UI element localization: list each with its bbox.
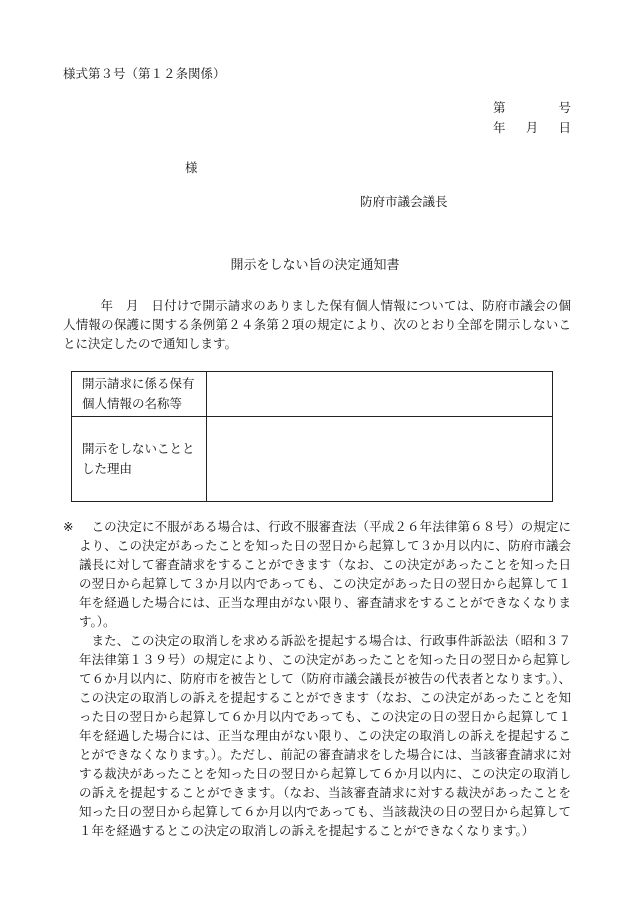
document-title: 開示をしない旨の決定通知書 (230, 258, 400, 273)
date-day: 日 (558, 120, 571, 135)
table-label-reason: 開示をしないこととした理由 (72, 417, 207, 502)
date-month: 月 (525, 120, 539, 135)
date-year: 年 (493, 120, 506, 135)
table-row (72, 417, 553, 502)
table-row (72, 372, 553, 417)
note-body (79, 517, 571, 840)
form-number: 様式第３号（第１２条関係） (63, 66, 226, 81)
note-paragraph-appeal: この決定に不服がある場合は、行政不服審査法（平成２６年法律第６８号）の規定により、この決定があったことを知った日の翌日から起算して３か月以内に、防府市議会議長に対して審査請求をすることができます（なお、この決定があったことを知った日の翌日から起算して３か月以内であっても、この決定があった日の翌日から起算して１年を経過した場合には、正当な理由がない限り、審査請求をすることができなくなります。）。 (79, 519, 571, 629)
date-line (493, 118, 571, 137)
sender: 防府市議会議長 (360, 194, 448, 209)
intro-text: 年 月 日付けで開示請求のありました保有個人情報については、防府市議会の個人情報の保護に関する条例第２４条第２項の規定により、次のとおり全部を開示しないことに決定したので通知します。 (63, 298, 571, 351)
reference-number-line (493, 98, 571, 117)
ref-number-prefix: 第 (493, 100, 506, 115)
note-mark: ※ (63, 519, 74, 534)
notes-section (63, 517, 571, 840)
info-table (71, 371, 553, 502)
note (63, 517, 571, 840)
note-paragraph-lawsuit: また、この決定の取消しを求める訴訟を提起する場合は、行政事件訴訟法（昭和３７年法律第１３９号）の規定により、この決定があったことを知った日の翌日から起算して６か月以内に、防府市を被告として（防府市議会議長が被告の代表者となります。）、この決定の取消しの訴えを提起することができます（なお、この決定があったことを知った日の翌日から起算して６か月以内であっても、この決定の日の翌日から起算して１年を経過した場合には、正当な理由がない限り、この決定の取消しの訴えを提起することができなくなります。）。ただし、前記の審査請求をした場合には、当該審査請求に対する裁決があったことを知った日の翌日から起算して６か月以内に、この決定の取消しの訴えを提起することができます。（なお、当該審査請求に対する裁決があったことを知った日の翌日から起算して６か月以内であっても、当該裁決の日の翌日から起算して１年を経過するとこの決定の取消しの訴えを提起することができなくなります。） (79, 633, 571, 838)
intro-paragraph (63, 296, 571, 353)
table-value-reason (207, 417, 553, 502)
addressee: 様 (185, 160, 198, 175)
reference-number-block (493, 98, 571, 137)
ref-number-suffix: 号 (558, 100, 571, 115)
table-value-info-name (207, 372, 553, 417)
table-label-info-name: 開示請求に係る保有個人情報の名称等 (72, 372, 207, 417)
